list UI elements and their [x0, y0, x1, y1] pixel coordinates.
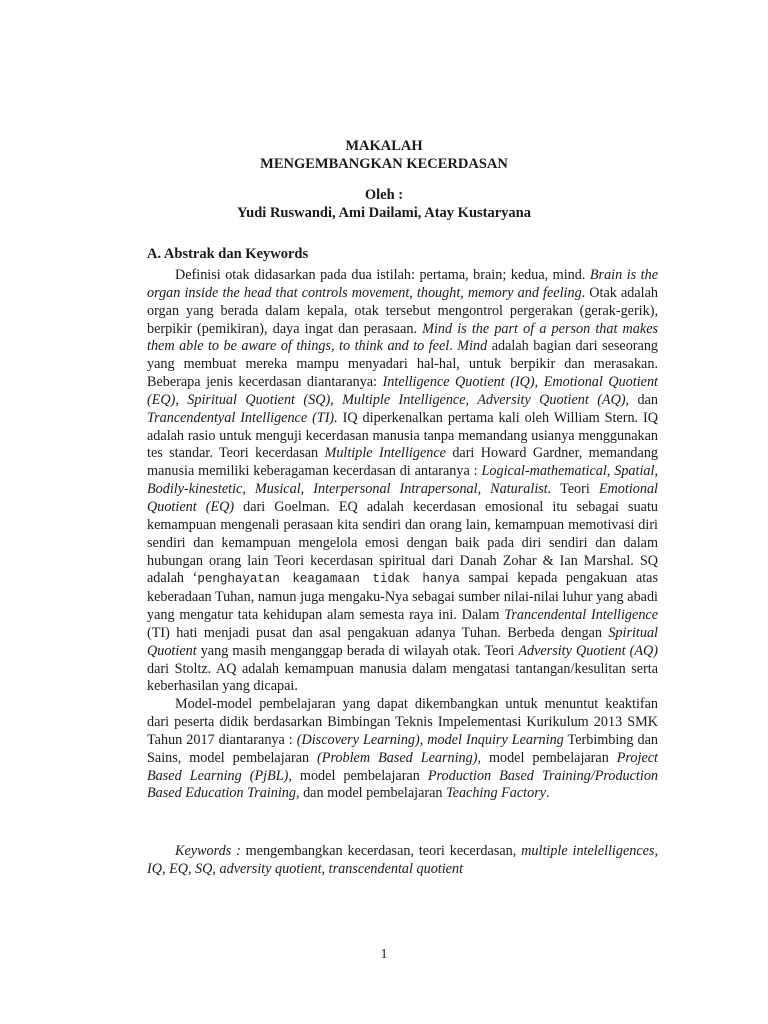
keywords-line — [147, 843, 658, 879]
author-by-label: Oleh : — [364, 187, 404, 203]
document-title: MENGEMBANGKAN KECERDASAN — [260, 156, 508, 172]
title-label: MAKALAH — [345, 138, 423, 154]
keywords-italic: multiple intelelligences, IQ, EQ, SQ, adversity quotient, transcendental quotient — [147, 843, 658, 877]
author-names: Yudi Ruswandi, Ami Dailami, Atay Kustaryana — [237, 205, 531, 221]
title-block — [0, 137, 768, 173]
keywords-plain: mengembangkan kecerdasan, teori kecerdasan, — [240, 843, 522, 859]
author-block — [0, 186, 768, 222]
abstract-paragraph-1: Definisi otak didasarkan pada dua istilah: pertama, brain; kedua, mind. Brain is the organ inside the head that controls movement, thought, memory and feeling. Otak adalah organ yang berada dalam kepala, otak tersebut mengontrol pergerakan (gerak-gerik), berpikir (pemikiran), daya ingat dan perasaan. Mind is the part of a person that makes them able to be aware of things, to think and to feel. Mind adalah bagian dari seseorang yang membuat mereka mampu menyadari hal-hal, untuk berpikir dan merasakan. Beberapa jenis kecerdasan diantaranya: Intelligence Quotient (IQ), Emotional Quotient (EQ), Spiritual Quotient (SQ), Multiple Intelligence, Adversity Quotient (AQ), dan Trancendentyal Intelligence (TI). IQ diperkenalkan pertama kali oleh William Stern. IQ adalah rasio untuk menguji kecerdasan manusia tanpa memandang usianya menggunakan tes standar. Teori kecerdasan Multiple Intelligence dari Howard Gardner, memandang manusia memiliki keberagaman kecerdasan di antaranya : Logical-mathematical, Spatial, Bodily-kinestetic, Musical, Interpersonal Intrapersonal, Naturalist. Teori Emotional Quotient (EQ) dari Goelman. EQ adalah kecerdasan emosional itu sebagai suatu kemampuan mengenali perasaan kita sendiri dan orang lain, kemampuan memotivasi diri sendiri dan kemampuan mengelola emosi dengan baik pada diri sendiri dan dalam hubungan orang lain Teori kecerdasan spiritual dari Danah Zohar & Ian Marshal. SQ adalah ‘penghayatan keagamaan tidak hanya sampai kepada pengakuan atas keberadaan Tuhan, namun juga mengaku-Nya sebagai sumber nilai-nilai luhur yang abadi yang mengatur tata kehidupan alam semesta raya ini. Dalam Trancendental Intelligence (TI) hati menjadi pusat dan asal pengakuan adanya Tuhan. Berbeda dengan Spiritual Quotient yang masih menganggap berada di wilayah otak. Teori Adversity Quotient (AQ) dari Stoltz. AQ adalah kemampuan manusia dalam mengatasi tantangan/kesulitan serta keberhasilan yang dicapai. — [147, 267, 659, 695]
keywords-label: Keywords : — [175, 843, 241, 859]
section-heading: A. Abstrak dan Keywords — [147, 246, 309, 262]
abstract-body — [147, 267, 658, 803]
page-number: 1 — [380, 947, 388, 962]
abstract-paragraph-2: Model-model pembelajaran yang dapat dikembangkan untuk menuntut keaktifan dari peserta didik berdasarkan Bimbingan Teknis Impelementasi Kurikulum 2013 SMK Tahun 2017 diantaranya : (Discovery Learning), model Inquiry Learning Terbimbing dan Sains, model pembelajaran (Problem Based Learning), model pembelajaran Project Based Learning (PjBL), model pembelajaran Production Based Training/Production Based Education Training, dan model pembelajaran Teaching Factory. — [147, 696, 659, 802]
